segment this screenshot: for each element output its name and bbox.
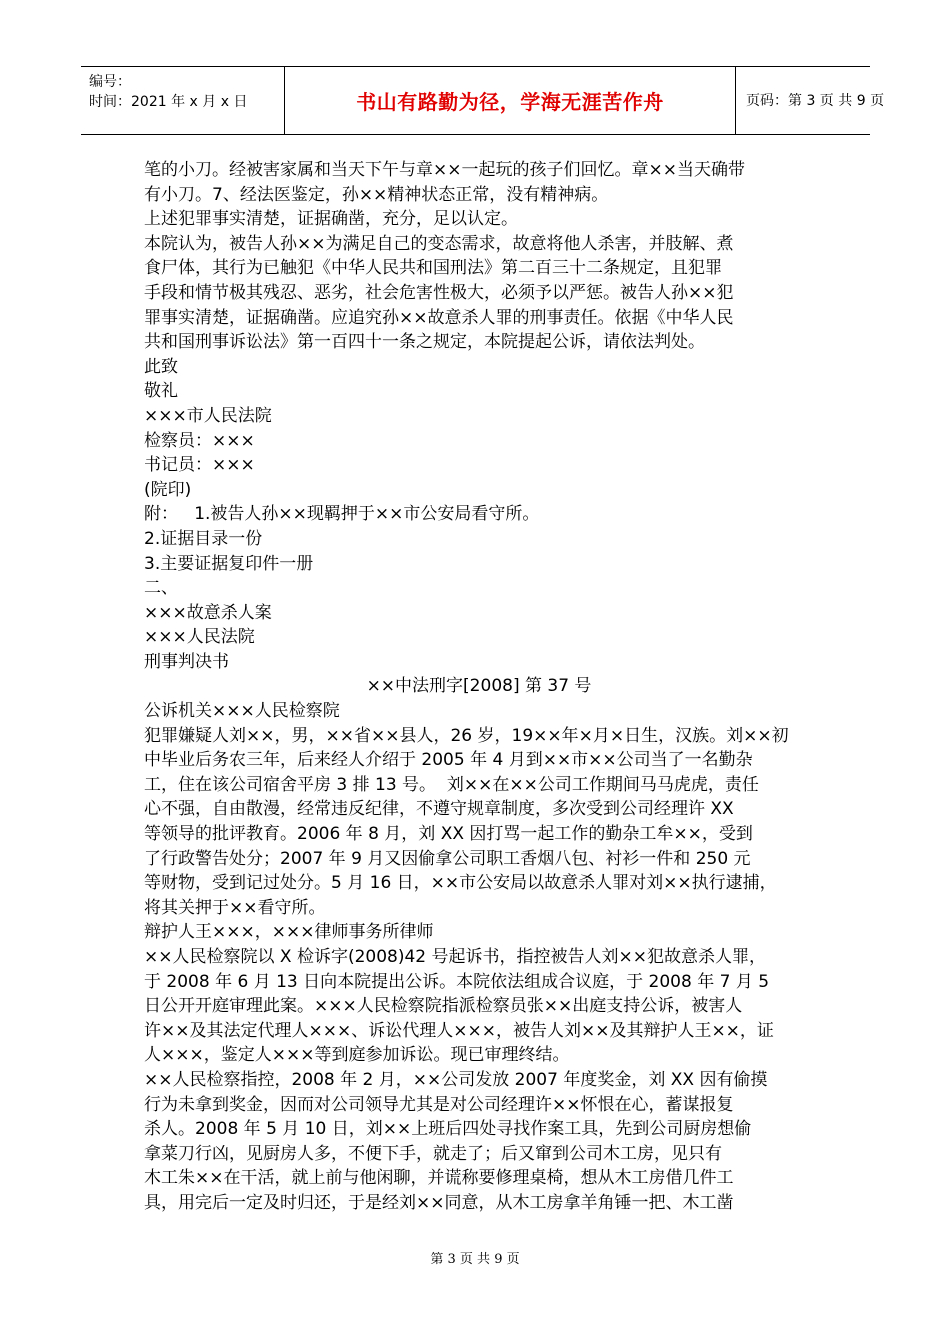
body-line: 于 2008 年 6 月 13 日向本院提出公诉。本院依法组成合议庭，于 2008 年 7 月 5 [144,971,770,992]
body-line: 罪事实清楚，证据确凿。应追究孙××故意杀人罪的刑事责任。依据《中华人民 [144,307,734,328]
body-line: 人×××，鉴定人×××等到庭参加诉讼。现已审理终结。 [144,1045,570,1066]
attachment-line: 附： 1.被告人孙××现羁押于××市公安局看守所。 [144,504,540,525]
body-line: 杀人。2008 年 5 月 10 日，刘××上班后四处寻找作案工具，先到公司厨房想偷 [144,1119,752,1140]
section-heading: 二、 [144,578,178,599]
body-line: ××人民检察指控，2008 年 2 月，××公司发放 2007 年度奖金，刘 XX 因有偷摸 [144,1069,768,1090]
body-line: 犯罪嫌疑人刘××，男，××省××县人，26 岁，19××年×月×日生，汉族。刘××初 [144,725,789,746]
case-title-line: ×××故意杀人案 [144,602,272,623]
seal-line: (院印) [144,479,192,500]
document-number-label: 编号： [89,74,131,90]
body-line: 心不强，自由散漫，经常违反纪律，不遵守规章制度，多次受到公司经理许 XX [144,799,734,820]
body-line: 中毕业后务农三年，后来经人介绍于 2005 年 4 月到××市××公司当了一名勤杂 [144,750,753,771]
document-body [144,158,814,1216]
body-line: 工，住在该公司宿舍平房 3 排 13 号。 刘××在××公司工作期间马马虎虎，责任 [144,774,759,795]
body-line: 有小刀。7、经法医鉴定，孙××精神状态正常，没有精神病。 [144,184,609,205]
document-time-label: 时间：2021 年 x 月 x 日 [89,94,248,110]
body-line: 笔的小刀。经被害家属和当天下午与章××一起玩的孩子们回忆。章××当天确带 [144,160,745,180]
body-line: 将其关押于××看守所。 [144,897,326,918]
court-line: ×××人民法院 [144,627,255,648]
clerk-line: 书记员：××× [144,455,255,476]
prosecution-organ-line: 公诉机关×××人民检察院 [144,701,340,722]
body-line: 上述犯罪事实清楚，证据确凿，充分，足以认定。 [144,209,518,230]
header-table [81,66,885,135]
salutation-line: 敬礼 [144,381,178,402]
body-line: 许××及其法定代理人×××、诉讼代理人×××，被告人刘××及其辩护人王××，证 [144,1020,774,1041]
body-line: 了行政警告处分；2007 年 9 月又因偷拿公司职工香烟八包、衬衫一件和 250 元 [144,848,751,869]
header-page-cell [736,67,885,134]
body-line: 手段和情节极其残忍、恶劣，社会危害性极大，必须予以严惩。被告人孙××犯 [144,282,734,303]
body-line: 等领导的批评教育。2006 年 8 月，刘 XX 因打骂一起工作的勤杂工牟××，受到 [144,824,753,845]
motto-text: 书山有路勤为径，学海无涯苦作舟 [356,90,664,114]
salutation-line: 此致 [144,356,178,377]
prosecutor-line: 检察员：××× [144,430,255,451]
body-line: 日公开开庭审理此案。×××人民检察院指派检察员张××出庭支持公诉，被害人 [144,996,743,1017]
court-name-line: ×××市人民法院 [144,405,272,426]
body-line: 行为未拿到奖金，因而对公司领导尤其是对公司经理许××怀恨在心，蓄谋报复 [144,1094,734,1115]
case-number-line: ××中法刑字[2008] 第 37 号 [366,676,592,697]
header-motto-cell [284,67,736,134]
header-page-number: 页码：第 3 页 共 9 页 [746,93,885,109]
header-meta [81,67,284,134]
body-line: 食尸体，其行为已触犯《中华人民共和国刑法》第二百三十二条规定，且犯罪 [144,258,722,279]
defender-line: 辩护人王×××，×××律师事务所律师 [144,922,434,943]
attachment-line: 2.证据目录一份 [144,528,263,549]
body-line: ××人民检察院以 X 检诉字(2008)42 号起诉书，指控被告人刘××犯故意杀人罪， [144,947,766,967]
body-line: 等财物，受到记过处分。5 月 16 日，××市公安局以故意杀人罪对刘××执行逮捕， [144,873,777,894]
body-line: 具，用完后一定及时归还，于是经刘××同意，从木工房拿羊角锤一把、木工凿 [144,1192,734,1213]
body-line: 共和国刑事诉讼法》第一百四十一条之规定，本院提起公诉，请依法判处。 [144,332,705,353]
body-line: 拿菜刀行凶，见厨房人多，不便下手，就走了；后又窜到公司木工房，见只有 [144,1143,722,1164]
page-footer: 第 3 页 共 9 页 [430,1252,520,1267]
body-line: 木工朱××在干活，就上前与他闲聊，并谎称要修理桌椅，想从木工房借几件工 [144,1168,734,1189]
attachment-line: 3.主要证据复印件一册 [144,553,314,574]
judgment-title-line: 刑事判决书 [144,651,229,672]
body-line: 本院认为，被告人孙××为满足自己的变态需求，故意将他人杀害，并肢解、煮 [144,233,734,254]
